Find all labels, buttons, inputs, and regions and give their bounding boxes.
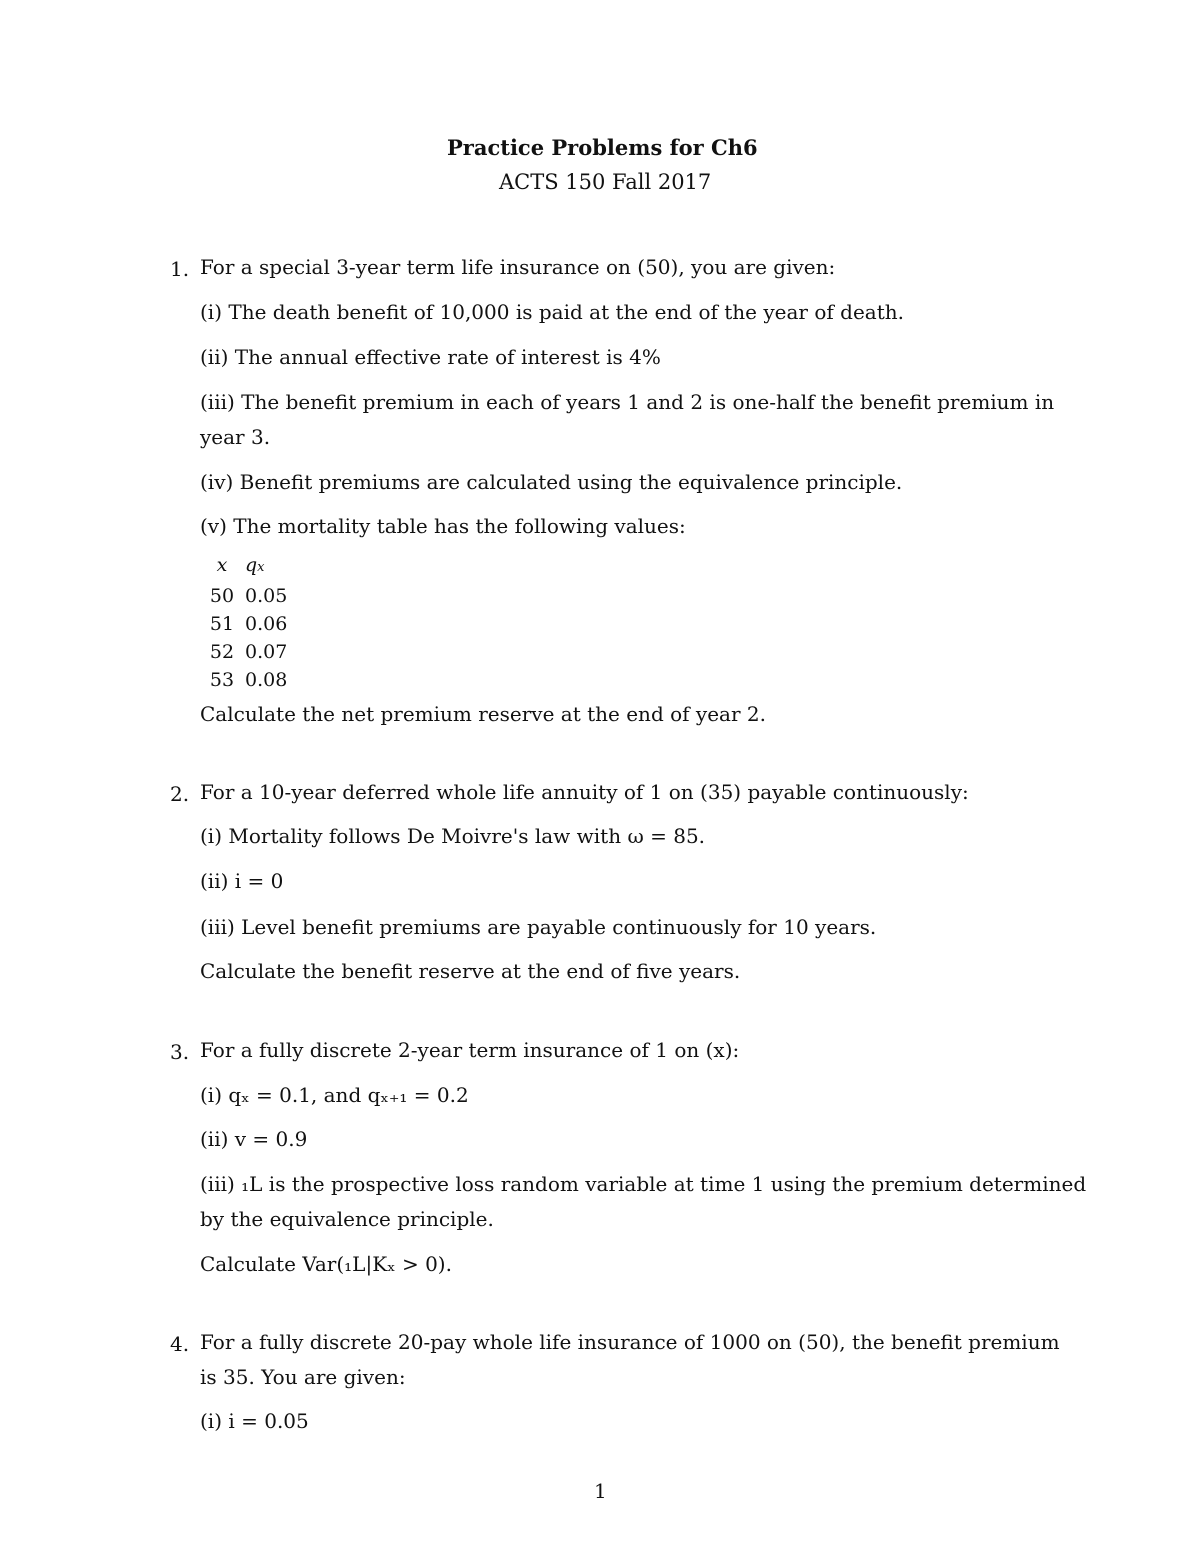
table-header-row: [199, 551, 305, 582]
table-row: [199, 610, 305, 638]
mortality-table: [199, 551, 305, 694]
problem-4-intro: For a fully discrete 20-pay whole life insurance of 1000 on (50), the benefit premium: [200, 1330, 1060, 1354]
problem-1-number: 1.: [170, 257, 190, 281]
problem-1-item-ii: (ii) The annual effective rate of interest is 4%: [200, 345, 661, 369]
page-title: Practice Problems for Ch6: [447, 135, 758, 160]
problem-4-item-i: (i) i = 0.05: [200, 1409, 309, 1433]
table-cell-age: 51: [209, 613, 235, 635]
problem-2-intro: For a 10-year deferred whole life annuity of 1 on (35) payable continuously:: [200, 780, 969, 804]
table-cell-age: 52: [209, 641, 235, 663]
problem-4-number: 4.: [170, 1332, 190, 1356]
table-cell-qx: 0.07: [245, 641, 288, 663]
problem-1-item-iii: (iii) The benefit premium in each of years 1 and 2 is one-half the benefit premium in: [200, 390, 1055, 414]
problem-1-item-iii-cont: year 3.: [200, 425, 271, 449]
table-header-qx: qx: [245, 554, 265, 576]
table-cell-age: 50: [209, 585, 235, 607]
problem-1-question: Calculate the net premium reserve at the end of year 2.: [200, 702, 766, 726]
table-cell-qx: 0.06: [245, 613, 288, 635]
problem-3-item-iii: (iii) ₁L is the prospective loss random variable at time 1 using the premium determined: [200, 1172, 1087, 1196]
table-cell-qx: 0.05: [245, 585, 288, 607]
problem-1-item-i: (i) The death benefit of 10,000 is paid at the end of the year of death.: [200, 300, 904, 324]
page-subtitle: ACTS 150 Fall 2017: [499, 170, 712, 194]
problem-2-item-ii: (ii) i = 0: [200, 869, 284, 893]
table-row: [199, 666, 305, 694]
problem-3-number: 3.: [170, 1040, 190, 1064]
problem-3-item-iii-cont: by the equivalence principle.: [200, 1207, 494, 1231]
table-row: [199, 582, 305, 610]
problem-1-intro: For a special 3-year term life insurance on (50), you are given:: [200, 255, 836, 279]
problem-1-item-iv: (iv) Benefit premiums are calculated using the equivalence principle.: [200, 470, 903, 494]
problem-1-item-v: (v) The mortality table has the following values:: [200, 514, 686, 538]
table-row: [199, 638, 305, 666]
problem-4-intro-cont: is 35. You are given:: [200, 1365, 406, 1389]
table-cell-qx: 0.08: [245, 669, 288, 691]
table-cell-age: 53: [209, 669, 235, 691]
problem-2-number: 2.: [170, 782, 190, 806]
problem-3-question: Calculate Var(₁L|Kₓ > 0).: [200, 1252, 452, 1276]
problem-3-item-ii: (ii) v = 0.9: [200, 1127, 308, 1151]
problem-3-intro: For a fully discrete 2-year term insurance of 1 on (x):: [200, 1038, 740, 1062]
problem-3-item-i: (i) qₓ = 0.1, and qₓ₊₁ = 0.2: [200, 1083, 469, 1107]
problem-2-question: Calculate the benefit reserve at the end of five years.: [200, 959, 741, 983]
problem-2-item-i: (i) Mortality follows De Moivre's law with ω = 85.: [200, 824, 706, 848]
page-number: 1: [594, 1479, 607, 1503]
problem-2-item-iii: (iii) Level benefit premiums are payable continuously for 10 years.: [200, 915, 877, 939]
table-header-x: x: [216, 554, 228, 576]
